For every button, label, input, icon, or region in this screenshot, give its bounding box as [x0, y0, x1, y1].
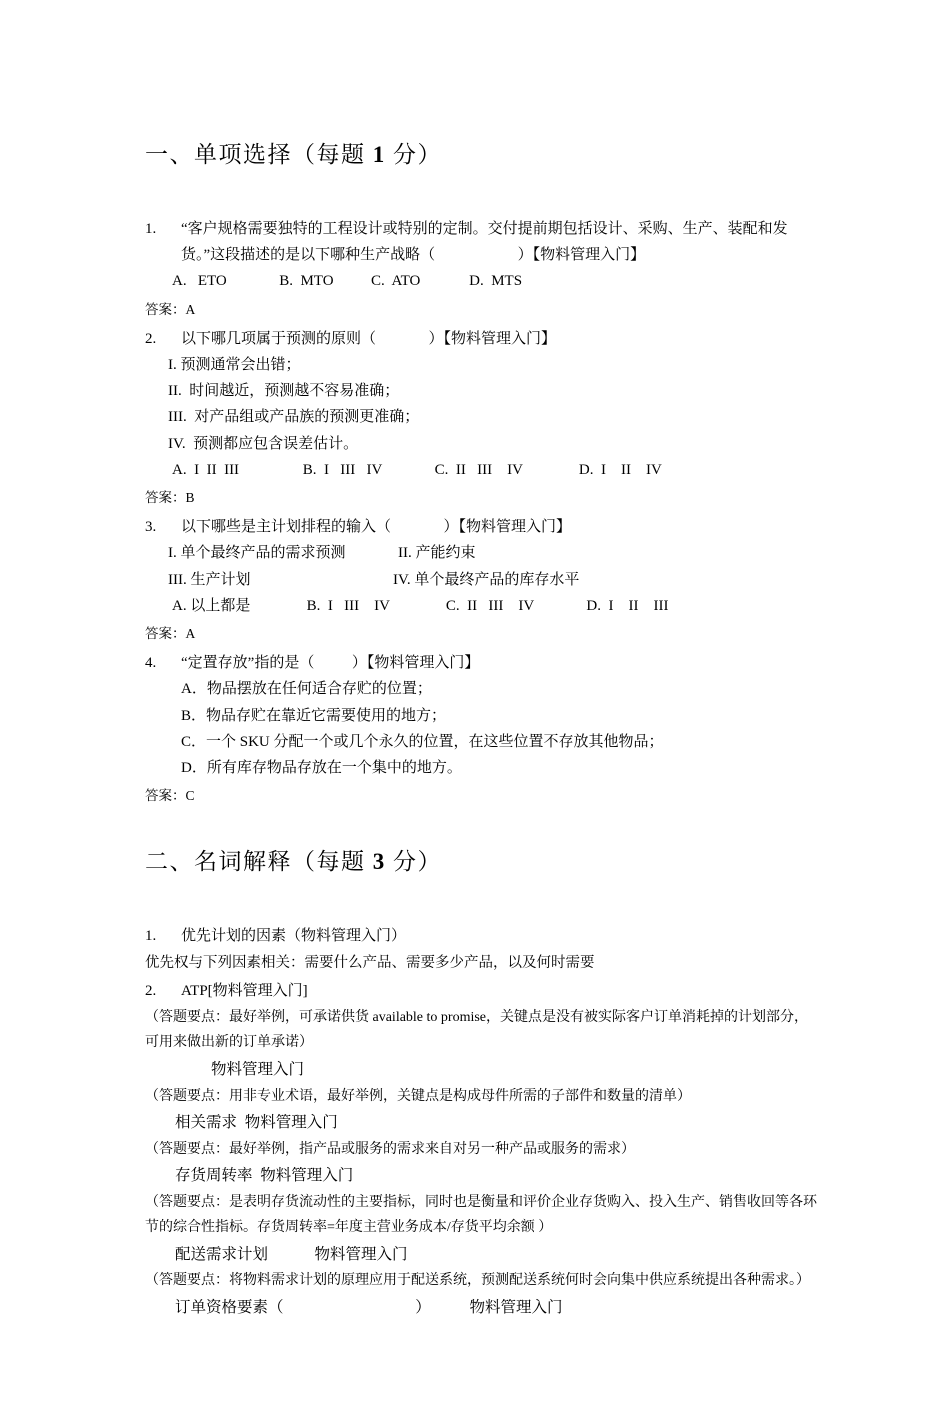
question-4	[145, 650, 818, 676]
question-2-item-4: IV. 预测都应包含误差估计。	[168, 435, 359, 452]
term-entry-2-number: 2.	[145, 983, 157, 1000]
question-4-option-c: C．一个 SKU 分配一个或几个永久的位置，在这些位置不存放其他物品；	[181, 733, 664, 750]
section-2-heading	[145, 847, 818, 877]
question-2-number: 2.	[145, 330, 157, 347]
question-1-options: A. ETO B. MTO C. ATO D. MTS	[172, 273, 523, 290]
question-4-option-a: A．物品摆放在任何适合存贮的位置；	[181, 681, 432, 698]
term-entry-3-title: 物料管理入门	[211, 1061, 305, 1079]
question-1	[145, 216, 818, 269]
question-3	[145, 514, 818, 540]
term-entry-2	[145, 978, 818, 1004]
term-entry-2-note: （答题要点：最好举例，可承诺供货 available to promise，关键点是没有被实际客户订单消耗掉的计划部分，可用来做出新的订单承诺）	[145, 1009, 809, 1051]
section-1-title-post: 分）	[385, 142, 442, 167]
question-4-option-d: D．所有库存物品存放在一个集中的地方。	[181, 760, 462, 777]
term-entry-3-note: （答题要点：用非专业术语，最好举例，关键点是构成母件所需的子部件和数量的清单）	[145, 1088, 691, 1104]
question-4-option-b: B．物品存贮在靠近它需要使用的地方；	[181, 707, 447, 724]
term-entry-5-note: （答题要点：是表明存货流动性的主要指标，同时也是衡量和评价企业存货购入、投入生产、销售收回等各环节的综合性指标。存货周转率=年度主营业务成本/存货平均余额 ）	[145, 1194, 817, 1236]
term-entry-1-title: 优先计划的因素（物料管理入门）	[181, 928, 407, 945]
question-2-text: 以下哪几项属于预测的原则（ ）【物料管理入门】	[181, 330, 557, 347]
term-entry-5-title: 存货周转率 物料管理入门	[175, 1167, 354, 1185]
term-entry-7-title: 订单资格要素（ ） 物料管理入门	[175, 1299, 563, 1317]
section-1-title-number: 1	[372, 142, 386, 167]
question-1-number: 1.	[145, 220, 157, 237]
term-entry-1-number: 1.	[145, 928, 157, 945]
question-3-inputs-row-2: III. 生产计划 IV. 单个最终产品的库存水平	[168, 571, 580, 588]
question-3-number: 3.	[145, 519, 157, 536]
term-entry-1-answer: 优先权与下列因素相关：需要什么产品、需要多少产品，以及何时需要	[145, 954, 595, 971]
question-2-item-3: III. 对产品组或产品族的预测更准确；	[168, 409, 420, 426]
term-entry-6-title: 配送需求计划 物料管理入门	[175, 1246, 408, 1264]
term-entry-4-note: （答题要点：最好举例，指产品或服务的需求来自对另一种产品或服务的需求）	[145, 1141, 635, 1157]
question-4-text: “定置存放”指的是（ ）【物料管理入门】	[181, 655, 480, 672]
question-1-answer: 答案：A	[145, 301, 196, 317]
section-1-title-pre: 一、单项选择（每题	[145, 142, 373, 167]
term-entry-4-title: 相关需求 物料管理入门	[175, 1114, 338, 1132]
question-3-options: A. 以上都是 B. I III IV C. II III IV D. I II III	[172, 597, 669, 614]
section-2-title-number: 3	[372, 849, 386, 875]
section-2-title-pre: 二、名词解释（每题	[145, 849, 373, 875]
term-entry-6-note: （答题要点：将物料需求计划的原理应用于配送系统，预测配送系统何时会向集中供应系统提出各种需求。）	[145, 1273, 810, 1289]
section-2-title-post: 分）	[385, 849, 442, 875]
question-2-item-1: I. 预测通常会出错；	[168, 356, 301, 373]
question-2-item-2: II. 时间越近，预测越不容易准确；	[168, 383, 400, 400]
question-2-options: A. I II III B. I III IV C. II III IV D. I II IV	[172, 461, 662, 478]
term-entry-1	[145, 923, 818, 949]
question-4-answer: 答案：C	[145, 788, 195, 804]
question-2	[145, 326, 818, 352]
question-1-text: “客户规格需要独特的工程设计或特别的定制。交付提前期包括设计、采购、生产、装配和发货。”这段描述的是以下哪种生产战略（ ）【物料管理入门】	[181, 220, 788, 264]
question-4-number: 4.	[145, 655, 157, 672]
question-3-answer: 答案：A	[145, 626, 196, 642]
question-2-answer: 答案：B	[145, 490, 195, 506]
question-3-text: 以下哪些是主计划排程的输入（ ）【物料管理入门】	[181, 519, 572, 536]
section-1-heading	[145, 140, 818, 170]
question-3-inputs-row-1: I. 单个最终产品的需求预测 II. 产能约束	[168, 545, 476, 562]
term-entry-2-title: ATP[物料管理入门]	[181, 983, 308, 1000]
